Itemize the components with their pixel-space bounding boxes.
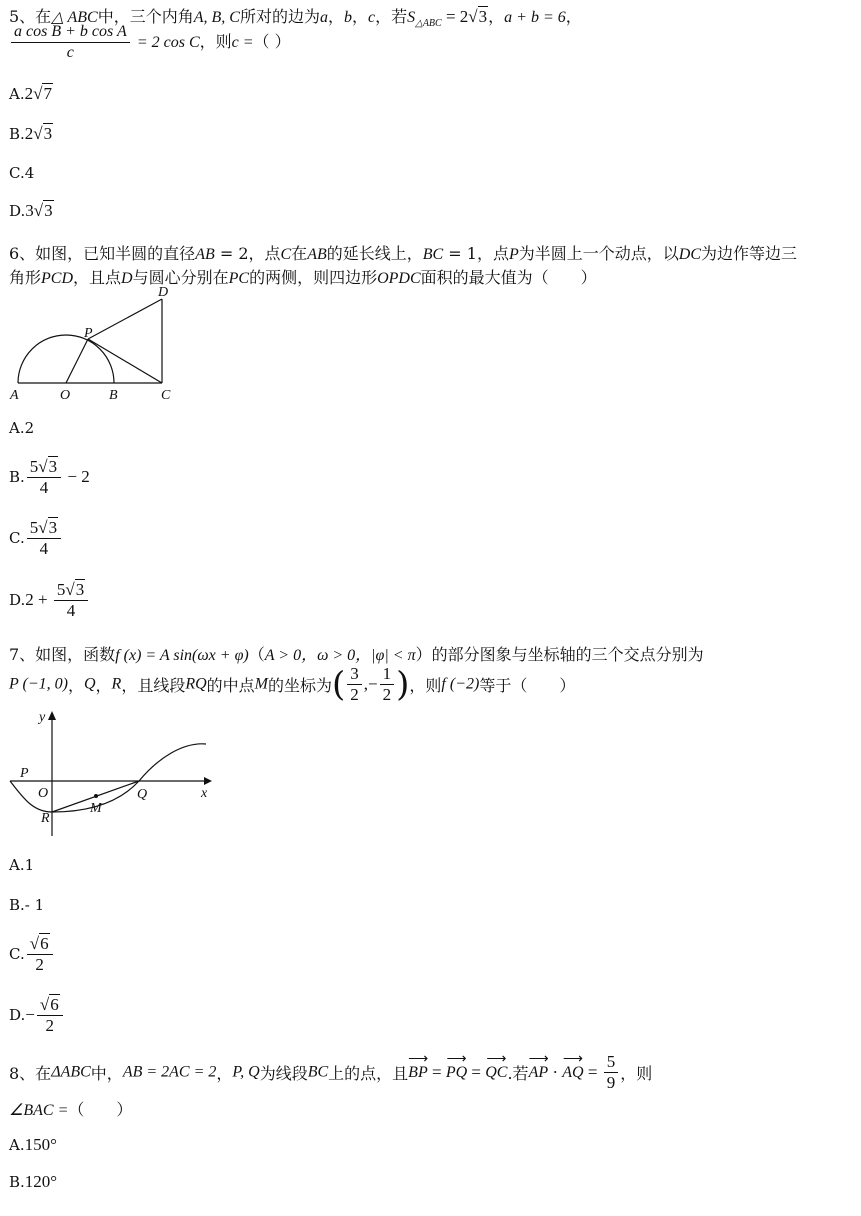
q7-condition: A > 0，ω > 0，|φ| < π [264,647,416,664]
frac-den: 4 [39,478,49,497]
option-text: 2 [24,419,35,437]
frac-root: 6 [40,934,49,953]
q8-text: ， [216,1064,233,1083]
segment-pc [88,339,162,383]
q6-pc: PC [228,270,250,287]
option-fraction: $\frac{5√3}{4}$ [27,457,61,498]
q5-sep: ， [565,7,582,26]
q7-rq: RQ [185,675,207,693]
q5-frac-num: a cos B + b cos A [11,22,130,43]
q8-text: 8、在 [9,1064,52,1083]
x-axis-arrow [204,777,212,785]
q5-text: 5、在 [9,7,52,26]
frac-den: 9 [606,1073,616,1092]
q6-option-c[interactable] [9,518,63,559]
option-fraction: $\frac{√6}{2}$ [27,934,53,975]
option-label: B. [9,125,25,143]
q8-dot: · [548,1062,563,1082]
q6-pcd: PCD [41,270,74,287]
q5-text: ，若 [375,7,408,26]
q5-side-a: a [319,9,328,26]
option-label: A. [9,856,25,874]
option-root: 7 [43,84,52,103]
q8-text: 上的点，且 [328,1064,409,1083]
q8-equals: = [583,1062,602,1082]
sine-curve [10,744,206,812]
label-x: x [201,786,208,801]
option-label: C. [9,529,25,547]
q7-r: R [111,675,122,693]
q5-triangle: △ ABC [51,9,98,26]
option-fraction: $\frac{5√3}{4}$ [54,580,88,621]
q6-text: 为半圆上一个动点，以 [518,244,679,263]
frac-den: 2 [350,685,359,704]
frac-root: 3 [48,457,58,476]
q8-equals: = [427,1062,446,1082]
option-label: B. [9,896,25,914]
q8-text: ，则 [620,1064,653,1083]
q5-sep: ， [351,7,368,26]
vector-bp: ⟶ BP [408,1064,428,1082]
q8-fraction [604,1052,619,1093]
q8-blank: （ ） [68,1100,133,1119]
q7-function: f (x) = A sin(ωx + φ) [115,647,249,664]
q8-equals: = [467,1062,486,1082]
q7-mx-fraction [347,664,362,705]
semicircle [18,335,114,383]
q7-option-c[interactable] [9,934,55,975]
option-fraction: $\frac{5√3}{4}$ [27,518,61,559]
frac-num: 5 [56,580,66,599]
frac-root: 3 [75,580,85,599]
option-root: 3 [43,124,53,143]
label-d: D [158,285,169,300]
frac-root: 6 [50,995,59,1014]
option-coef: 2 [24,84,34,103]
q5-angles: A, B, C [193,9,240,26]
q7-text: （ [248,645,265,664]
option-label: A. [9,1136,25,1154]
label-m: M [90,801,102,816]
q5-side-c: c [368,9,376,26]
frac-num: 3 [347,664,362,685]
q6-text: 角形 [9,268,42,287]
label-c: C [161,388,171,403]
label-y: y [39,710,46,725]
option-text: - 1 [24,896,45,914]
q8-text: 为线段 [259,1064,308,1083]
option-label: C. [9,945,25,963]
label-b: B [109,388,118,403]
q7-option-b[interactable] [9,895,44,914]
q6-text: 为边作等边三 [701,244,798,263]
q7-m: M [254,675,268,693]
q5-area-value: = 2 [441,7,469,26]
q6-d: D [121,270,133,287]
q7-text: ，且线段 [121,676,186,695]
q6-option-b[interactable] [9,457,90,498]
label-o: O [60,388,71,403]
segment-pd [88,299,162,339]
q7-stem-line2: P (−1, 0)，Q，R，且线段RQ的中点M的坐标为( $\frac{3}{2}$ ,− $\frac{1}{2}$ )，则f (−2)等于（ ） [9,664,576,705]
q5-stem-line1: 5、在△ ABC中，三个内角A, B, C所对的边为a，b，c，若$S_{\triangle ABC} = 2√3$，a + b = 6， [9,7,582,30]
option-text: 1 [24,856,35,874]
option-tail: − 2 [63,467,90,486]
q5-area-root: 3 [478,7,488,26]
q5-area: S [407,9,416,26]
q5-side-b: b [343,9,352,26]
option-head: 2 + [25,590,52,609]
vector-pq: ⟶ PQ [446,1064,467,1082]
q6-text: 与圆心分别在 [132,268,229,287]
q7-ask: f (−2) [441,675,480,693]
q7-text: 的坐标为 [268,676,333,695]
vector-ap: ⟶ AP [529,1064,549,1082]
option-text: 150° [24,1135,57,1154]
option-label: B. [9,1173,25,1191]
option-fraction: $\frac{√6}{2}$ [37,995,63,1036]
q7-option-a[interactable] [9,855,34,874]
q5-rhs: = 2 cos C [136,34,200,51]
label-p: P [20,766,29,781]
q5-text: ，则 [199,32,232,51]
frac-den: 4 [66,601,76,620]
option-label: D. [9,1006,26,1024]
option-label: A. [9,419,25,437]
q7-figure [8,708,218,840]
q7-my-fraction [380,664,395,705]
q6-text: ，且点 [73,268,122,287]
q5-ask: c = [231,34,254,51]
label-p: P [84,326,93,341]
option-label: C. [9,164,25,182]
q8-triangle: ΔABC [51,1063,91,1081]
q6-opdc: OPDC [377,270,421,287]
label-a: A [10,388,19,403]
option-coef: 2 [24,124,34,143]
frac-num: 5 [29,518,39,537]
q5-frac-den: c [66,44,74,61]
q7-stem-line1 [9,642,704,665]
q7-text: ）的部分图象与坐标轴的三个交点分别为 [415,645,704,664]
q6-text: 在 [291,244,308,263]
q7-text: ，则 [409,676,442,695]
label-o: O [38,786,49,801]
q5-blank: （ ） [253,32,291,51]
option-label: A. [9,85,25,103]
q7-text: ， [67,676,84,695]
option-text: 4 [24,164,35,182]
q6-option-a[interactable] [9,418,34,437]
q6-text: = 1，点 [443,244,509,263]
frac-num: 5 [604,1052,619,1073]
q7-text: ， [95,676,112,695]
option-text: 120° [24,1172,58,1191]
q6-option-d[interactable] [9,580,90,621]
q8-pq: P, Q [232,1063,260,1081]
q8-stem-line2 [9,1097,132,1120]
q5-area-sub: △ABC [415,18,442,30]
vector-qc: ⟶ QC [485,1064,507,1082]
option-coef: 3 [25,201,34,220]
label-q: Q [137,787,148,802]
q6-dc: DC [678,246,701,263]
frac-root: 3 [48,518,58,537]
q6-c: C [280,246,292,263]
q7-point-p: P (−1, 0) [9,675,68,693]
frac-den: 4 [39,539,49,558]
frac-den: 2 [382,685,392,704]
option-root: 3 [44,201,53,220]
q7-text: 7、如图，函数 [9,645,116,664]
q6-text: = 2，点 [214,244,281,263]
q8-stem-line1 [9,1052,652,1093]
q8-bc: BC [307,1063,329,1081]
option-label: B. [9,468,25,486]
q5-text: 中，三个内角 [97,7,194,26]
q8-text: 中， [90,1064,123,1083]
q5-option-c[interactable] [9,163,34,182]
frac-num: 1 [380,664,395,685]
vector-aq: ⟶ AQ [562,1064,583,1082]
frac-den: 2 [45,1016,55,1035]
q8-option-a[interactable] [9,1135,57,1155]
q6-p: P [508,246,519,263]
q5-option-b[interactable]: B.2√3 [9,124,53,143]
q8-option-b[interactable] [9,1172,57,1192]
label-r: R [41,811,50,826]
q6-ab: AB [307,246,327,263]
q6-text: 面积的最大值为（ ） [420,268,597,287]
q5-sep: ， [327,7,344,26]
q5-option-a[interactable]: A.2√7 [9,84,52,103]
q5-stem-line2 [9,22,291,63]
y-axis-arrow [48,711,56,720]
q7-text: 的中点 [206,676,255,695]
q5-text: 所对的边为 [239,7,320,26]
frac-num: 5 [29,457,39,476]
segment-op [66,339,88,383]
point-m [94,794,98,798]
q5-fraction [11,22,130,63]
q6-figure [8,283,183,405]
option-label: D. [9,202,26,220]
q6-text: 的延长线上， [326,244,423,263]
q8-text: .若 [507,1064,529,1083]
q6-text: 的两侧，则四边形 [249,268,378,287]
q7-my-sign: − [368,674,378,694]
q8-angle: ∠BAC = [9,1102,69,1119]
q6-text: 6、如图，已知半圆的直径 [9,244,196,263]
option-sign: − [25,1005,35,1024]
option-label: D. [9,591,26,609]
q5-sep: ， [488,7,505,26]
q5-sum: a + b = 6 [504,9,566,26]
frac-den: 2 [35,955,44,974]
q6-ab: AB [195,246,215,263]
q7-text: 等于（ ） [479,676,576,695]
q5-option-d[interactable]: D.3√3 [9,201,53,220]
q6-bc: BC [422,246,444,263]
q7-option-d[interactable] [9,995,65,1036]
q8-condition: AB = 2AC = 2 [122,1063,217,1081]
q6-stem-line1 [9,241,797,264]
q7-q: Q [83,675,96,693]
